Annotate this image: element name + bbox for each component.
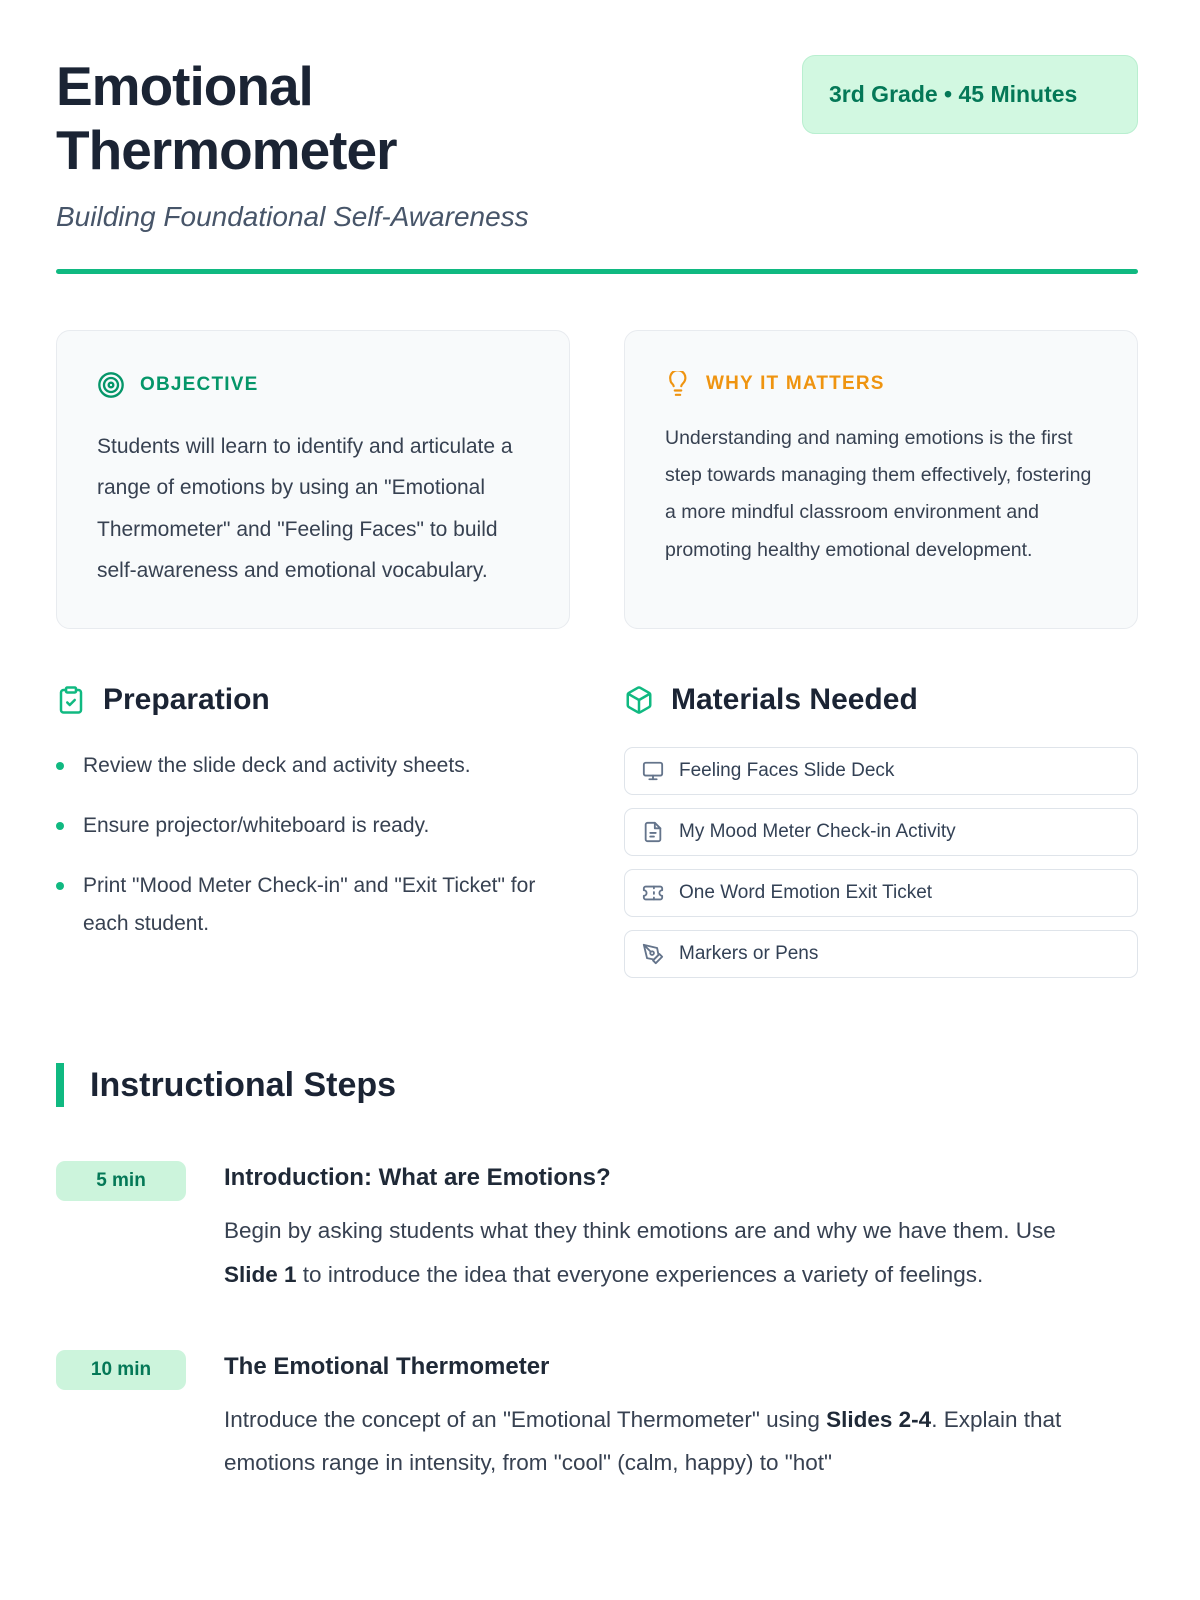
material-label: One Word Emotion Exit Ticket bbox=[679, 881, 933, 903]
list-item bbox=[56, 807, 570, 846]
preparation-column bbox=[56, 683, 570, 991]
material-label: Markers or Pens bbox=[679, 942, 819, 964]
list-item-text: Ensure projector/whiteboard is ready. bbox=[83, 813, 430, 837]
step-content bbox=[224, 1161, 1138, 1296]
list-item bbox=[56, 747, 570, 786]
why-it-matters-card bbox=[624, 330, 1138, 629]
instructional-steps-section bbox=[56, 1063, 1138, 1485]
objective-text: Students will learn to identify and articulate a range of emotions by using an "Emotional Thermometer" and "Feeling Faces" to build self-awareness and emotional vocabulary. bbox=[97, 434, 513, 583]
materials-title-text: Materials Needed bbox=[671, 682, 918, 716]
preparation-title bbox=[56, 683, 570, 717]
preparation-list bbox=[56, 747, 570, 944]
material-item bbox=[624, 747, 1138, 795]
step-title: Introduction: What are Emotions? bbox=[224, 1164, 611, 1192]
bullet-dot bbox=[56, 822, 64, 830]
bullet-dot bbox=[56, 762, 64, 770]
title-block bbox=[56, 55, 656, 233]
material-item bbox=[624, 808, 1138, 856]
step-description: Introduce the concept of an "Emotional Thermometer" using Slides 2-4. Explain that emotions range in intensity, from "cool" (calm, happy) to "hot" bbox=[224, 1406, 1062, 1476]
bullet-dot bbox=[56, 882, 64, 890]
material-item bbox=[624, 930, 1138, 978]
clipboard-check-icon bbox=[56, 685, 86, 715]
monitor-icon bbox=[642, 760, 664, 782]
step-description: Begin by asking students what they think emotions are and why we have them. Use Slide 1 to introduce the idea that everyone experiences a variety of feelings. bbox=[224, 1218, 1056, 1287]
why-it-matters-header bbox=[665, 371, 1097, 397]
step-content bbox=[224, 1350, 1138, 1485]
duration-badge: 10 min bbox=[56, 1350, 186, 1390]
materials-title bbox=[624, 683, 1138, 717]
target-icon bbox=[97, 371, 125, 399]
objective-card bbox=[56, 330, 570, 629]
package-icon bbox=[624, 685, 654, 715]
materials-column bbox=[624, 683, 1138, 991]
pen-icon bbox=[642, 943, 664, 965]
step-title: The Emotional Thermometer bbox=[224, 1352, 550, 1380]
preparation-title-text: Preparation bbox=[103, 682, 270, 716]
page-subtitle: Building Foundational Self-Awareness bbox=[56, 200, 529, 232]
page-title: Emotional Thermometer bbox=[56, 55, 397, 181]
overview-cards bbox=[56, 330, 1138, 629]
header bbox=[56, 55, 1138, 233]
ticket-icon bbox=[642, 882, 664, 904]
list-item bbox=[56, 867, 570, 945]
divider bbox=[56, 269, 1138, 274]
why-it-matters-text: Understanding and naming emotions is the first step towards managing them effectively, fostering a more mindful classroom environment and promoting healthy emotional development. bbox=[665, 426, 1092, 561]
list-item-text: Review the slide deck and activity sheets. bbox=[83, 753, 471, 777]
duration-badge: 5 min bbox=[56, 1161, 186, 1201]
document-icon bbox=[642, 821, 664, 843]
material-label: Feeling Faces Slide Deck bbox=[679, 759, 895, 781]
why-it-matters-label: WHY IT MATTERS bbox=[706, 372, 885, 394]
material-label: My Mood Meter Check-in Activity bbox=[679, 820, 956, 842]
list-item-text: Print "Mood Meter Check-in" and "Exit Ticket" for each student. bbox=[83, 873, 536, 936]
lightbulb-icon bbox=[665, 371, 691, 397]
objective-header bbox=[97, 371, 529, 399]
instructional-steps-title: Instructional Steps bbox=[56, 1063, 1138, 1107]
prep-materials-section bbox=[56, 683, 1138, 991]
step bbox=[56, 1161, 1138, 1296]
grade-duration-badge: 3rd Grade • 45 Minutes bbox=[802, 55, 1138, 134]
step bbox=[56, 1350, 1138, 1485]
materials-list bbox=[624, 747, 1138, 978]
objective-label: OBJECTIVE bbox=[140, 373, 259, 395]
material-item bbox=[624, 869, 1138, 917]
